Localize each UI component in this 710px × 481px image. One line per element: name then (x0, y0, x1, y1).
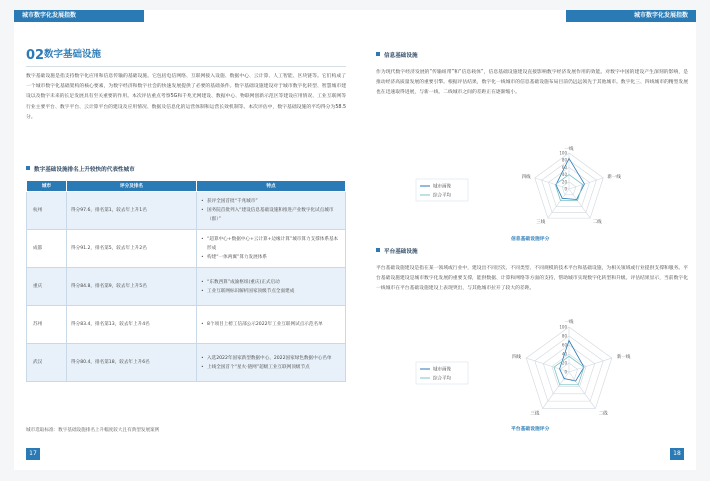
feature-item: • “超算中心+数据中心+云计算+边缘计算”城市算力支撑体系基本形成 (201, 235, 341, 253)
table-body (27, 192, 346, 382)
tick-label: 20 (561, 179, 567, 185)
score-cell: 得分97.6，排名第1，较去年上升1名 (67, 192, 197, 230)
category-label: 一线 (564, 320, 574, 326)
platform-infra-chart-title: 平台基础设施评分 (511, 427, 550, 432)
legend-label: 综合平均 (433, 376, 451, 382)
platform-infra-radar-chart (394, 316, 631, 424)
feature-item: • 8个项目上榜工信部公示2022年工业互联网试点示范名单 (201, 320, 341, 329)
square-bullet-icon (376, 248, 380, 252)
score-cell: 得分80.4，排名第18，较去年上升6名 (67, 344, 197, 382)
table-header-features: 特点 (197, 181, 346, 192)
table-row (27, 230, 346, 268)
category-label: 新一线 (607, 175, 621, 181)
table-row (27, 268, 346, 306)
page-number-left: 17 (26, 448, 40, 460)
category-label: 一线 (564, 147, 574, 153)
tick-label: 20 (561, 360, 567, 366)
table-row (27, 306, 346, 344)
info-infra-paragraph: 作为现代数字经济发展的“传输纽带”和“信息载体”，信息基础设施建设直接影响数字经济发展作用的效能。对数字中国的建设产生深刻的影响，是推动经济高质量发展的重要引擎。根据评估结果，数字化一线城市的信息基础设施布局目前仍远远领先于其他城市。数字化三、四线城市的精型发展也在迅速取得进展，与新一线、二线城市之间的差距正在逐渐缩小。 (376, 70, 688, 96)
tick-label: 60 (561, 164, 567, 170)
table-row (27, 192, 346, 230)
feature-item: • 构建“一体两翼”算力发展体系 (201, 253, 341, 262)
tick-label: 100 (559, 324, 567, 330)
tick-label: 0 (564, 186, 567, 192)
table-header-city: 城市 (27, 181, 67, 192)
city-cell: 杭州 (27, 192, 67, 230)
tick-label: 60 (561, 342, 567, 348)
category-label: 四线 (512, 354, 522, 360)
platform-infra-heading-text: 平台基础设施 (384, 249, 418, 255)
legend-label: 城市画像 (433, 367, 451, 373)
tick-label: 100 (559, 150, 567, 156)
header-tag-right: 城市数字化发展指数 (566, 10, 696, 22)
feature-item: • 获评全国首批“千兆城市” (201, 197, 341, 206)
tick-label: 80 (561, 333, 567, 339)
score-cell: 得分91.2，排名第5，较去年上升2名 (67, 230, 197, 268)
category-label: 三线 (536, 220, 546, 226)
category-label: 二线 (592, 220, 602, 226)
platform-infra-heading (376, 248, 418, 256)
features-cell (197, 192, 346, 230)
table-heading (26, 166, 135, 174)
category-label: 三线 (530, 411, 540, 417)
info-infra-heading (376, 52, 418, 60)
tick-label: 80 (561, 157, 567, 163)
feature-item: • “东数西算”成渝枢纽(重庆)正式启动 (201, 278, 341, 287)
category-label: 四线 (521, 175, 531, 181)
selection-note: 城市选取标准：数字基础设施排名上升幅度较大且有典型发展案例 (26, 428, 160, 433)
feature-item: • 入选2022年国家新型数据中心、2022国家绿色数据中心名单 (201, 354, 341, 363)
score-cell: 得分84.8，排名第9，较去年上升5名 (67, 268, 197, 306)
category-label: 新一线 (616, 354, 631, 360)
tick-label: 40 (561, 351, 567, 357)
table-header-score: 评分及排名 (67, 181, 197, 192)
city-cell: 武汉 (27, 344, 67, 382)
section-divider (26, 66, 346, 67)
page-number-right: 18 (670, 448, 684, 460)
score-cell: 得分83.4，排名第13，较去年上升4名 (67, 306, 197, 344)
table-row (27, 344, 346, 382)
city-cell: 苏州 (27, 306, 67, 344)
tick-label: 40 (561, 172, 567, 178)
table-header-row (27, 181, 346, 192)
features-cell (197, 344, 346, 382)
square-bullet-icon (26, 166, 30, 170)
header-tag-left: 城市数字化发展指数 (14, 10, 144, 22)
square-bullet-icon (376, 52, 380, 56)
cities-table (26, 180, 346, 382)
section-number: 02 (26, 48, 45, 63)
tick-label: 0 (564, 369, 567, 375)
features-cell (197, 230, 346, 268)
features-cell (197, 268, 346, 306)
legend-label: 综合平均 (433, 193, 451, 199)
category-label: 二线 (598, 411, 608, 417)
info-infra-radar-chart (394, 142, 624, 232)
city-cell: 重庆 (27, 268, 67, 306)
platform-infra-paragraph: 平台基础设施建设是指在某一领域或行业中，建设出不同层次、不同类型、不同规模的技术平台和基础设施，为相关领域或行业提供支撑和服务。平台基础设施建设是城市数字化发展的重要支撑，能供数据、计算和网络等方面的支持，帮助城市实现数字化转型和升级。评估结果显示，当前数字化一线城市在平台基础设施建设上表现突出，与其他城市拉开了较大的差距。 (376, 266, 688, 292)
intro-paragraph: 数字基础设施是指支持数字化应用和信息传输的基础设施。它包括电信网络、互联网接入设施、数据中心、云计算、人工智能、区块链等。它们构成了一个城市数字化基础架构的核心要素，为数字经济和数字社会的快速发展提供了必要的基础条件。数字基础设施建设对于城市数字化转型、智慧城市建设以及数字未来的长足发展具有至关重要的作用。本次评估重点考察5G和千兆光网建设、数据中心、物联网创新示范区等建设应用情况、工业互联网等行业主要平台、数字平台、云计算平台的建设及应用情况、数据及信息化的运营体制和运营长效机制等。本次评估中，数字基础设施的平均得分为58.5分。 (26, 74, 346, 120)
table-heading-text: 数字基础设施排名上升较快的代表性城市 (34, 167, 135, 173)
info-infra-heading-text: 信息基础设施 (384, 53, 418, 59)
section-title: 数字基础设施 (44, 49, 102, 60)
legend-label: 城市画像 (433, 184, 451, 190)
features-cell (197, 306, 346, 344)
feature-item: • 国务院首批列入“建设信息基础设施和推进产业数字化试点城市（群）” (201, 206, 341, 224)
feature-item: • 工业互联网标识解析国家顶级节点全面建成 (201, 287, 341, 296)
page-spread (14, 10, 696, 470)
city-cell: 成都 (27, 230, 67, 268)
info-infra-chart-title: 信息基础设施评分 (511, 237, 550, 242)
feature-item: • 上线全国首个“星火·链网”超级工业互联网顶级节点 (201, 363, 341, 372)
